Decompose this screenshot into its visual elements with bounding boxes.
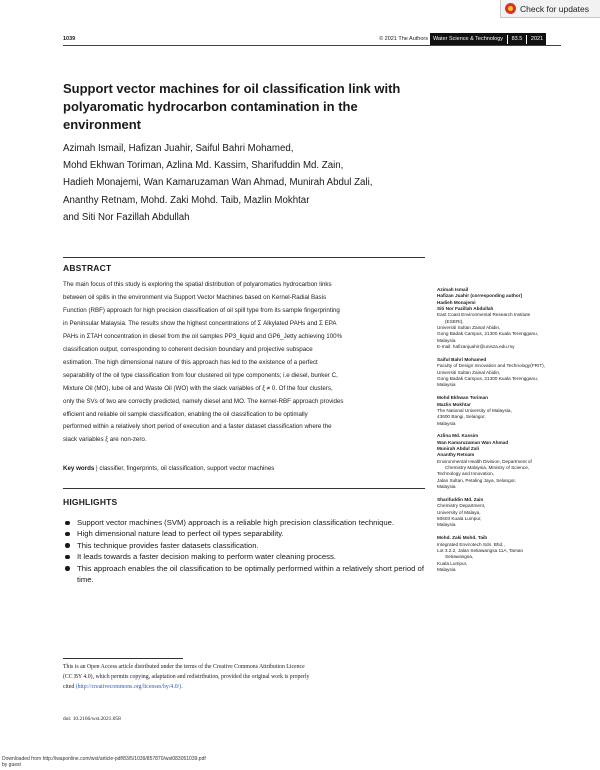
affiliation-line: Chemistry Department, <box>437 503 486 509</box>
divider <box>507 35 508 44</box>
affiliation-line: Integrated Envirotech Sdn. Bhd., <box>437 541 505 547</box>
divider <box>526 35 527 44</box>
affiliation-line: Malaysia <box>437 420 456 426</box>
header-rule <box>63 45 561 46</box>
highlight-item: This technique provides faster datasets classification. <box>63 540 433 551</box>
highlight-item: Support vector machines (SVM) approach is a reliable high precision classification technique. <box>63 517 433 528</box>
affiliation-author: Azlina Md. Kassim <box>437 433 479 439</box>
affiliation-author: Hadieh Monajemi <box>437 299 476 305</box>
download-line: Downloaded from http://iwaponline.com/wst/article-pdf/83/5/1039/857870/wst083051039.pdf <box>2 756 206 762</box>
doi[interactable]: doi: 10.2166/wst.2021.058 <box>63 716 121 722</box>
abstract-line: efficient and reliable oil sample classification, enabling the oil classification to be optimally <box>63 410 308 418</box>
affiliation-author: Saiful Bahri Mohamed <box>437 356 487 362</box>
highlight-item: This approach enables the oil classification to be optimally performed within a relatively short period of time. <box>63 563 433 586</box>
highlights-heading: HIGHLIGHTS <box>63 497 118 507</box>
journal-year: 2021 <box>530 36 544 42</box>
affiliation-line: Technology and Innovation, <box>437 471 495 477</box>
abstract-line: Mixture Oil (MO), lube oil and Waste Oil (WO) with the slack variables of ξ ≠ 0. Of the four clusters, <box>63 384 333 392</box>
abstract-line: classification output, corresponding to coherent decision boundary and projective subspace <box>63 345 313 353</box>
abstract-line: estimation. The high dimensional nature of this approach has led to the existence of a perfect <box>63 358 318 366</box>
affiliation-line: Malaysia <box>437 522 456 528</box>
abstract-body <box>63 279 433 447</box>
affiliation-line: Malaysia <box>437 484 456 490</box>
affiliation-line: (ESERI), <box>445 318 464 324</box>
affiliation-author: Siti Nor Fazillah Abdullah <box>437 306 494 312</box>
affiliation-line: Jalan Sultan, Petaling Jaya, Selangor, <box>437 477 516 483</box>
affiliation-line: Malaysia <box>437 337 456 343</box>
affiliation-line: Lot 3.2.2, Jalan Setiawangsa 11A, Taman <box>437 547 524 553</box>
affiliation-author: Sharifuddin Md. Zain <box>437 496 484 502</box>
license-notice <box>63 663 313 692</box>
affiliation-line: Malaysia <box>437 382 456 388</box>
affiliation-block <box>437 497 577 529</box>
check-for-updates-label: Check for updates <box>520 3 589 14</box>
affiliation-line: 43600 Bangi, Selangor, <box>437 414 486 420</box>
affiliation-line: Gong Badak Campus, 21300 Kuala Terengganu, <box>437 331 539 337</box>
affiliation-line: Kuala Lumpur, <box>437 560 468 566</box>
affiliation-line: Chemistry Malaysia, Ministry of Science, <box>445 465 530 471</box>
affiliation-author: Mohd. Zaki Mohd. Taib <box>437 535 488 541</box>
affiliation-line: Gong Badak Campus, 21300 Kuala Terengganu, <box>437 375 539 381</box>
affiliation-line: 50603 Kuala Lumpur, <box>437 516 482 521</box>
affiliation-line: E-mail: hafizanjuahir@unisza.edu.my <box>437 344 515 350</box>
author-line: and Siti Nor Fazillah Abdullah <box>63 211 190 223</box>
affiliation-author: Hafizan Juahir (corresponding author) <box>437 293 523 299</box>
license-text: This is an Open Access article distributed under the terms of the Creative Commons Attribution Licence (CC BY 4.0), which permits copying, adaptation and redistribution, provided the original work is properly cited <box>63 664 310 690</box>
affiliation-author: Ananthy Retnam <box>437 452 475 458</box>
abstract-line: slack variables ξ are non-zero. <box>63 436 147 444</box>
highlights-list <box>63 517 433 585</box>
license-link[interactable]: (http://creativecommons.org/licenses/by/4.0/). <box>75 683 183 690</box>
page-number: 1039 <box>63 36 76 42</box>
highlight-item: High dimensional nature lead to perfect oil types separability. <box>63 528 433 539</box>
affiliation-block <box>437 395 577 427</box>
check-for-updates-button[interactable] <box>500 0 600 18</box>
download-line: by guest <box>2 762 21 768</box>
abstract-line: performed within a relatively short period of execution and a faster dataset classification where the <box>63 423 332 431</box>
affiliation-author: Azimah Ismail <box>437 287 469 292</box>
affiliation-line: Setiawangsa, <box>445 554 474 560</box>
affiliation-line: University of Malaya, <box>437 509 481 515</box>
affiliation-author: Wan Kamaruzaman Wan Ahmad <box>437 439 509 445</box>
download-note <box>2 756 206 768</box>
abstract-top-rule <box>63 257 425 258</box>
affiliation-line: The National University of Malaysia, <box>437 407 512 413</box>
journal-volume: 83.5 <box>511 36 523 42</box>
affiliations-sidebar <box>437 287 577 580</box>
affiliation-line: Malaysia <box>437 566 456 572</box>
affiliation-block <box>437 535 577 573</box>
affiliation-line: Environmental Health Division, Department of <box>437 458 532 464</box>
copyright-notice: © 2021 The Authors <box>379 36 428 42</box>
affiliation-block <box>437 433 577 490</box>
abstract-line: separability of the oil type classification from four clustered oil type components; i.e diesel, bunker C, <box>63 371 338 379</box>
author-line: Mohd Ekhwan Toriman, Azlina Md. Kassim, Sharifuddin Md. Zain, <box>63 160 344 172</box>
abstract-line: The main focus of this study is exploring the spatial distribution of polyaromatics hydrocarbon links <box>63 281 332 288</box>
highlights-top-rule <box>63 488 425 489</box>
footnote-rule <box>63 658 183 659</box>
keywords-separator: | <box>96 465 100 472</box>
abstract-line: PAHs in ΣTAH concentration in diesel from the oil samples PP3_liquid and GP6_Jetty achieving 100% <box>63 332 343 340</box>
affiliation-author: Mazlin Mokhtar <box>437 401 471 407</box>
affiliation-author: Mohd Ekhwan Toriman <box>437 395 488 401</box>
abstract-line: between oil spills in the environment via Support Vector Machines based on Kernel-Radial Basis <box>63 293 327 301</box>
author-line: Hadieh Monajemi, Wan Kamaruzaman Wan Ahmad, Munirah Abdul Zali, <box>63 177 373 189</box>
update-badge-icon <box>505 3 516 14</box>
abstract-line: in Peninsular Malaysia. The results show the highest concentrations of Σ Alkylated PAHs and Σ EPA <box>63 319 337 327</box>
abstract-heading: ABSTRACT <box>63 263 112 273</box>
keywords-list: classifier, fingerprints, oil classification, support vector machines <box>99 465 275 472</box>
journal-banner <box>430 33 546 45</box>
affiliation-line: Faculty of Design Innovation and Technology(FRIT), <box>437 363 546 369</box>
journal-name: Water Science & Technology <box>433 36 504 42</box>
keywords-label: Key words <box>63 465 95 472</box>
keywords <box>63 465 274 472</box>
article-title: Support vector machines for oil classification link with polyaromatic hydrocarbon contamination in the environment <box>63 81 401 132</box>
affiliation-line: East Coast Environmental Research Institute <box>437 312 531 318</box>
abstract-line: Function (RBF) approach for high precision classification of oil spill type from its sample fingerprinting <box>63 306 340 314</box>
author-line: Azimah Ismail, Hafizan Juahir, Saiful Bahri Mohamed, <box>63 143 294 154</box>
affiliation-line: Universiti Sultan Zainal Abidin, <box>437 369 501 375</box>
author-line: Ananthy Retnam, Mohd. Zaki Mohd. Taib, Mazlin Mokhtar <box>63 194 310 206</box>
affiliation-block <box>437 357 577 389</box>
affiliation-line: Universiti Sultan Zainal Abidin, <box>437 325 501 331</box>
highlight-item: It leads towards a faster decision making to perform water cleaning process. <box>63 551 433 562</box>
abstract-line: only the SVs of two are correctly predicted, namely diesel and MO. The kernel-RBF approach provides <box>63 397 344 405</box>
affiliation-author: Munirah Abdul Zali <box>437 446 480 452</box>
author-list <box>63 140 433 226</box>
affiliation-block <box>437 287 577 350</box>
